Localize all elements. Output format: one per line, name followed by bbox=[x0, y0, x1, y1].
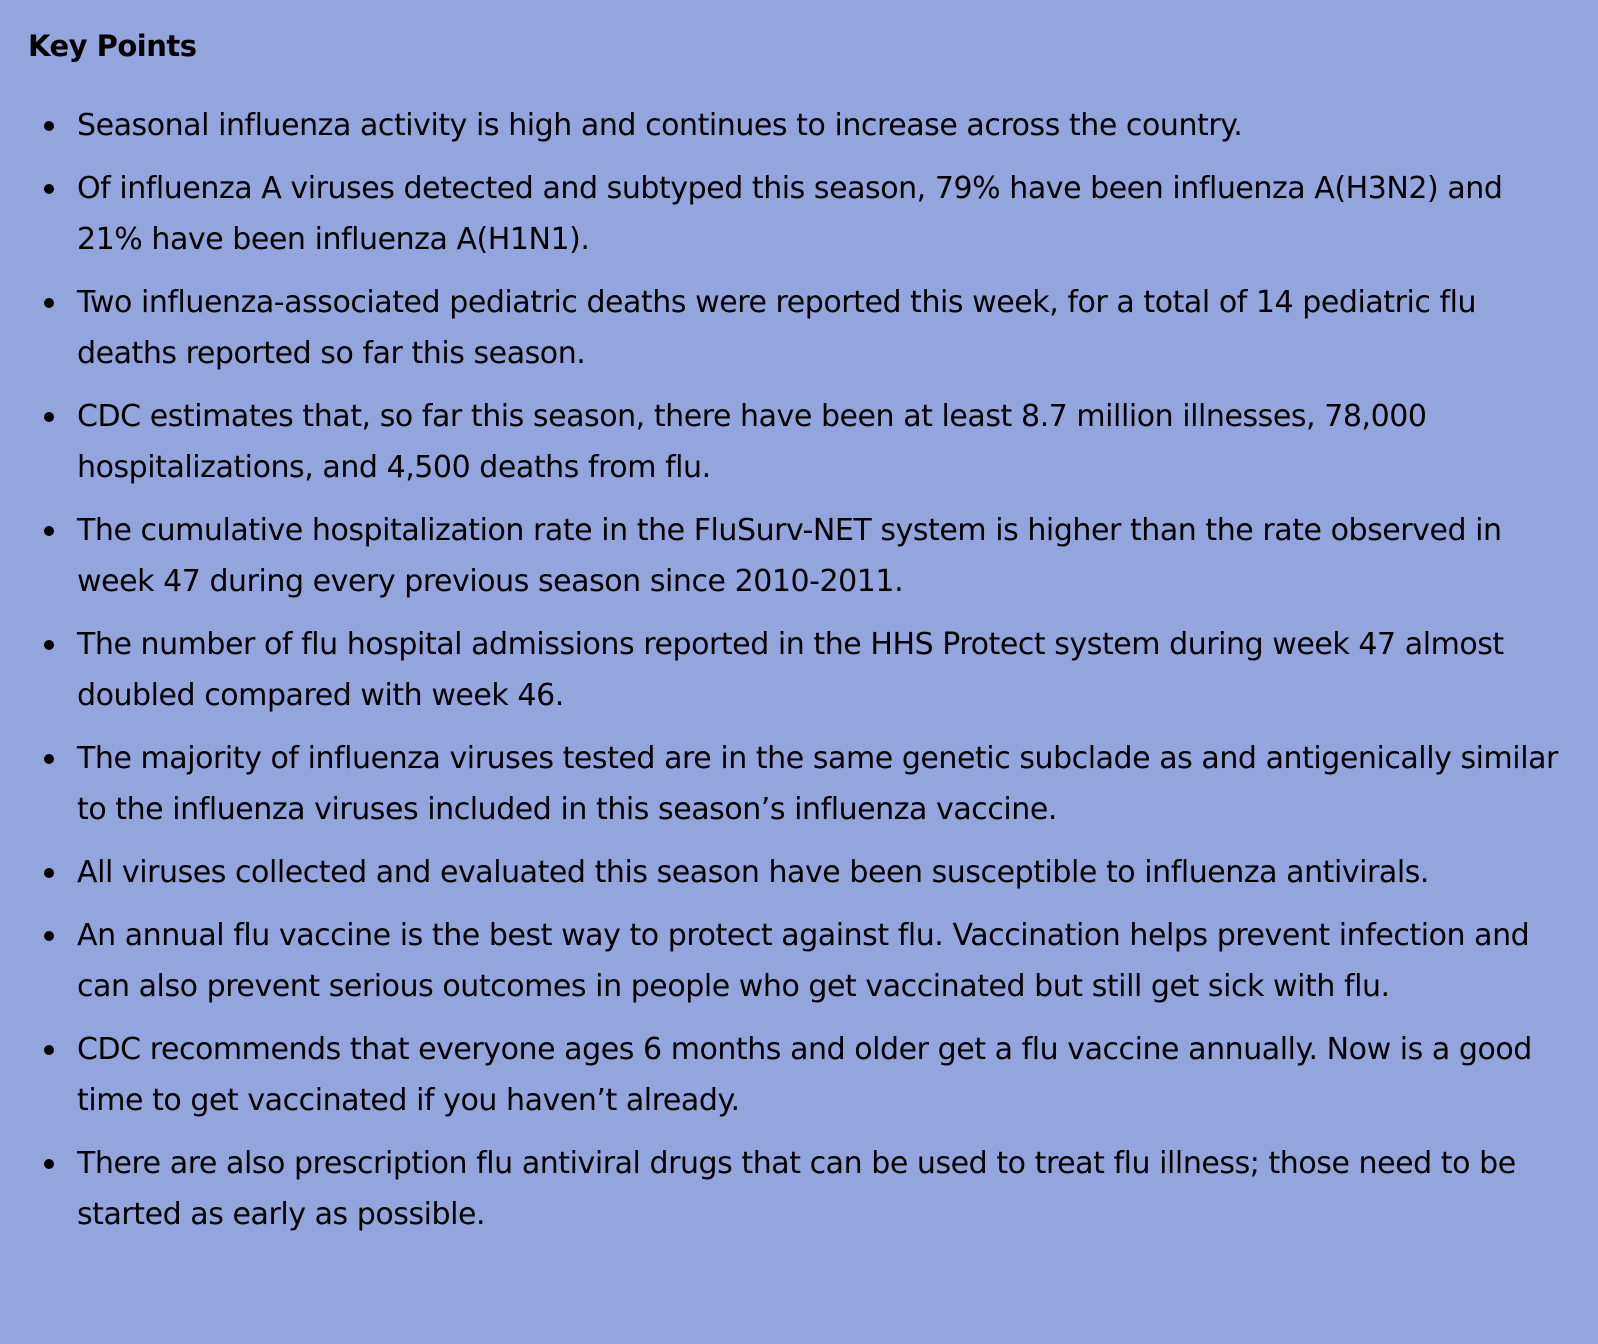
bullet-icon bbox=[44, 1159, 54, 1169]
key-point-item bbox=[28, 1024, 1570, 1126]
key-point-text: Of influenza A viruses detected and subtyped this season, 79% have been influenza A(H3N2) and 21% have been influenza A(H1N1). bbox=[77, 171, 1503, 257]
bullet-icon bbox=[44, 640, 54, 650]
bullet-icon bbox=[44, 412, 54, 422]
key-point-item bbox=[28, 1138, 1570, 1240]
bullet-icon bbox=[44, 526, 54, 536]
key-point-item bbox=[28, 277, 1570, 379]
key-point-text: The cumulative hospitalization rate in the FluSurv-NET system is higher than the rate observed in week 47 during every previous season since 2010-2011. bbox=[77, 513, 1502, 599]
key-points-list bbox=[28, 100, 1570, 1240]
bullet-icon bbox=[44, 754, 54, 764]
key-points-heading: Key Points bbox=[28, 29, 197, 63]
key-point-item bbox=[28, 163, 1570, 265]
key-point-text: There are also prescription flu antiviral drugs that can be used to treat flu illness; those need to be started as early as possible. bbox=[77, 1146, 1516, 1232]
key-point-item bbox=[28, 391, 1570, 493]
key-point-item bbox=[28, 733, 1570, 835]
bullet-icon bbox=[44, 1045, 54, 1055]
key-point-text: Seasonal influenza activity is high and continues to increase across the country. bbox=[77, 108, 1243, 143]
bullet-icon bbox=[44, 298, 54, 308]
key-point-item bbox=[28, 505, 1570, 607]
bullet-icon bbox=[44, 931, 54, 941]
key-point-text: CDC recommends that everyone ages 6 months and older get a flu vaccine annually. Now is a good time to get vaccinated if you haven’t already. bbox=[77, 1032, 1532, 1118]
key-point-text: CDC estimates that, so far this season, there have been at least 8.7 million illnesses, 78,000 hospitalizations, and 4,500 deaths from flu. bbox=[77, 399, 1427, 485]
key-point-item bbox=[28, 100, 1570, 151]
key-point-item bbox=[28, 847, 1570, 898]
key-point-text: The majority of influenza viruses tested are in the same genetic subclade as and antigenically similar to the influenza viruses included in this season’s influenza vaccine. bbox=[77, 741, 1558, 827]
key-point-item bbox=[28, 910, 1570, 1012]
key-point-text: The number of flu hospital admissions reported in the HHS Protect system during week 47 almost doubled compared with week 46. bbox=[77, 627, 1504, 713]
bullet-icon bbox=[44, 184, 54, 194]
bullet-icon bbox=[44, 868, 54, 878]
key-point-item bbox=[28, 619, 1570, 721]
bullet-icon bbox=[44, 121, 54, 131]
key-point-text: An annual flu vaccine is the best way to protect against flu. Vaccination helps prevent infection and can also prevent serious outcomes in people who get vaccinated but still get sick with flu. bbox=[77, 918, 1530, 1004]
key-point-text: All viruses collected and evaluated this season have been susceptible to influenza antivirals. bbox=[77, 855, 1430, 890]
key-point-text: Two influenza-associated pediatric deaths were reported this week, for a total of 14 pediatric flu deaths reported so far this season. bbox=[77, 285, 1477, 371]
